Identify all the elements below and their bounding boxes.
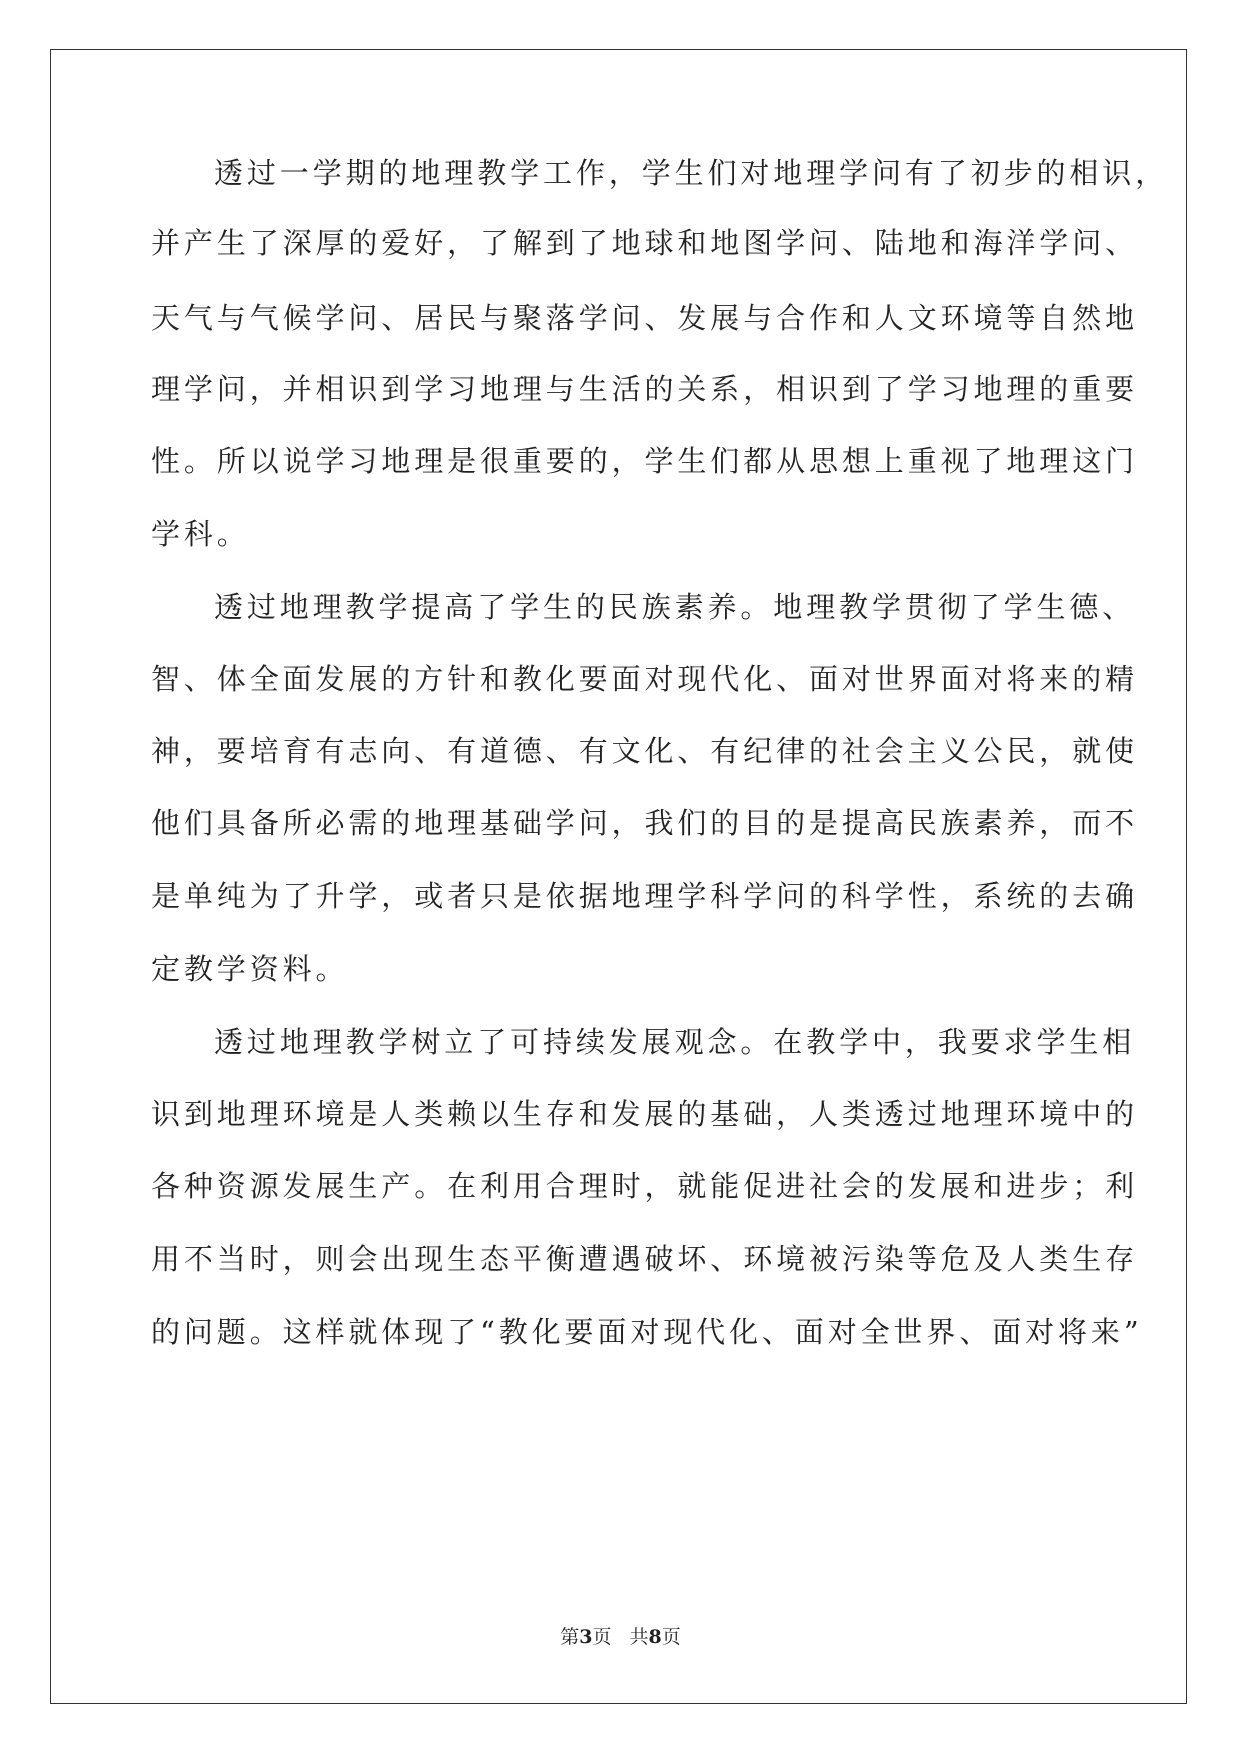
total-pages: 8	[648, 1626, 662, 1648]
paragraph-2-line-4: 他们具备所必需的地理基础学问，我们的目的是提高民族素养，而不	[151, 806, 1139, 840]
paragraph-3-line-2: 识到地理环境是人类赖以生存和发展的基础，人类透过地理环境中的	[151, 1097, 1139, 1131]
paragraph-1-line-1: 透过一学期的地理教学工作，学生们对地理学问有了初步的相识，	[214, 156, 1169, 190]
page-prefix: 第	[560, 1626, 580, 1648]
paragraph-1-line-6: 学科。	[151, 517, 250, 551]
paragraph-2-line-5: 是单纯为了升学，或者只是依据地理学科学问的科学性，系统的去确	[151, 879, 1139, 913]
page-number: 3	[579, 1626, 593, 1648]
paragraph-1-line-2: 并产生了深厚的爱好，了解到了地球和地图学问、陆地和海洋学问、	[151, 226, 1139, 260]
paragraph-3-line-1: 透过地理教学树立了可持续发展观念。在教学中，我要求学生相	[214, 1025, 1136, 1059]
page-footer	[0, 1625, 1241, 1649]
paragraph-1-line-3: 天气与气候学问、居民与聚落学问、发展与合作和人文环境等自然地	[151, 301, 1139, 335]
paragraph-2-line-2: 智、体全面发展的方针和教化要面对现代化、面对世界面对将来的精	[151, 662, 1139, 696]
total-suffix: 页	[661, 1626, 681, 1648]
paragraph-2-line-3: 神，要培育有志向、有道德、有文化、有纪律的社会主义公民，就使	[151, 734, 1139, 768]
paragraph-3-line-3: 各种资源发展生产。在利用合理时，就能促进社会的发展和进步；利	[151, 1169, 1139, 1203]
paragraph-2-line-1: 透过地理教学提高了学生的民族素养。地理教学贯彻了学生德、	[214, 590, 1136, 624]
total-prefix: 共	[629, 1626, 649, 1648]
page-suffix: 页	[592, 1626, 612, 1648]
paragraph-1-line-5: 性。所以说学习地理是很重要的，学生们都从思想上重视了地理这门	[151, 444, 1139, 478]
paragraph-1-line-4: 理学问，并相识到学习地理与生活的关系，相识到了学习地理的重要	[151, 372, 1139, 406]
paragraph-2-line-6: 定教学资料。	[151, 952, 349, 986]
paragraph-3-line-4: 用不当时，则会出现生态平衡遭遇破坏、环境被污染等危及人类生存	[151, 1242, 1139, 1276]
paragraph-3-line-5: 的问题。这样就体现了“教化要面对现代化、面对全世界、面对将来”	[151, 1315, 1143, 1349]
